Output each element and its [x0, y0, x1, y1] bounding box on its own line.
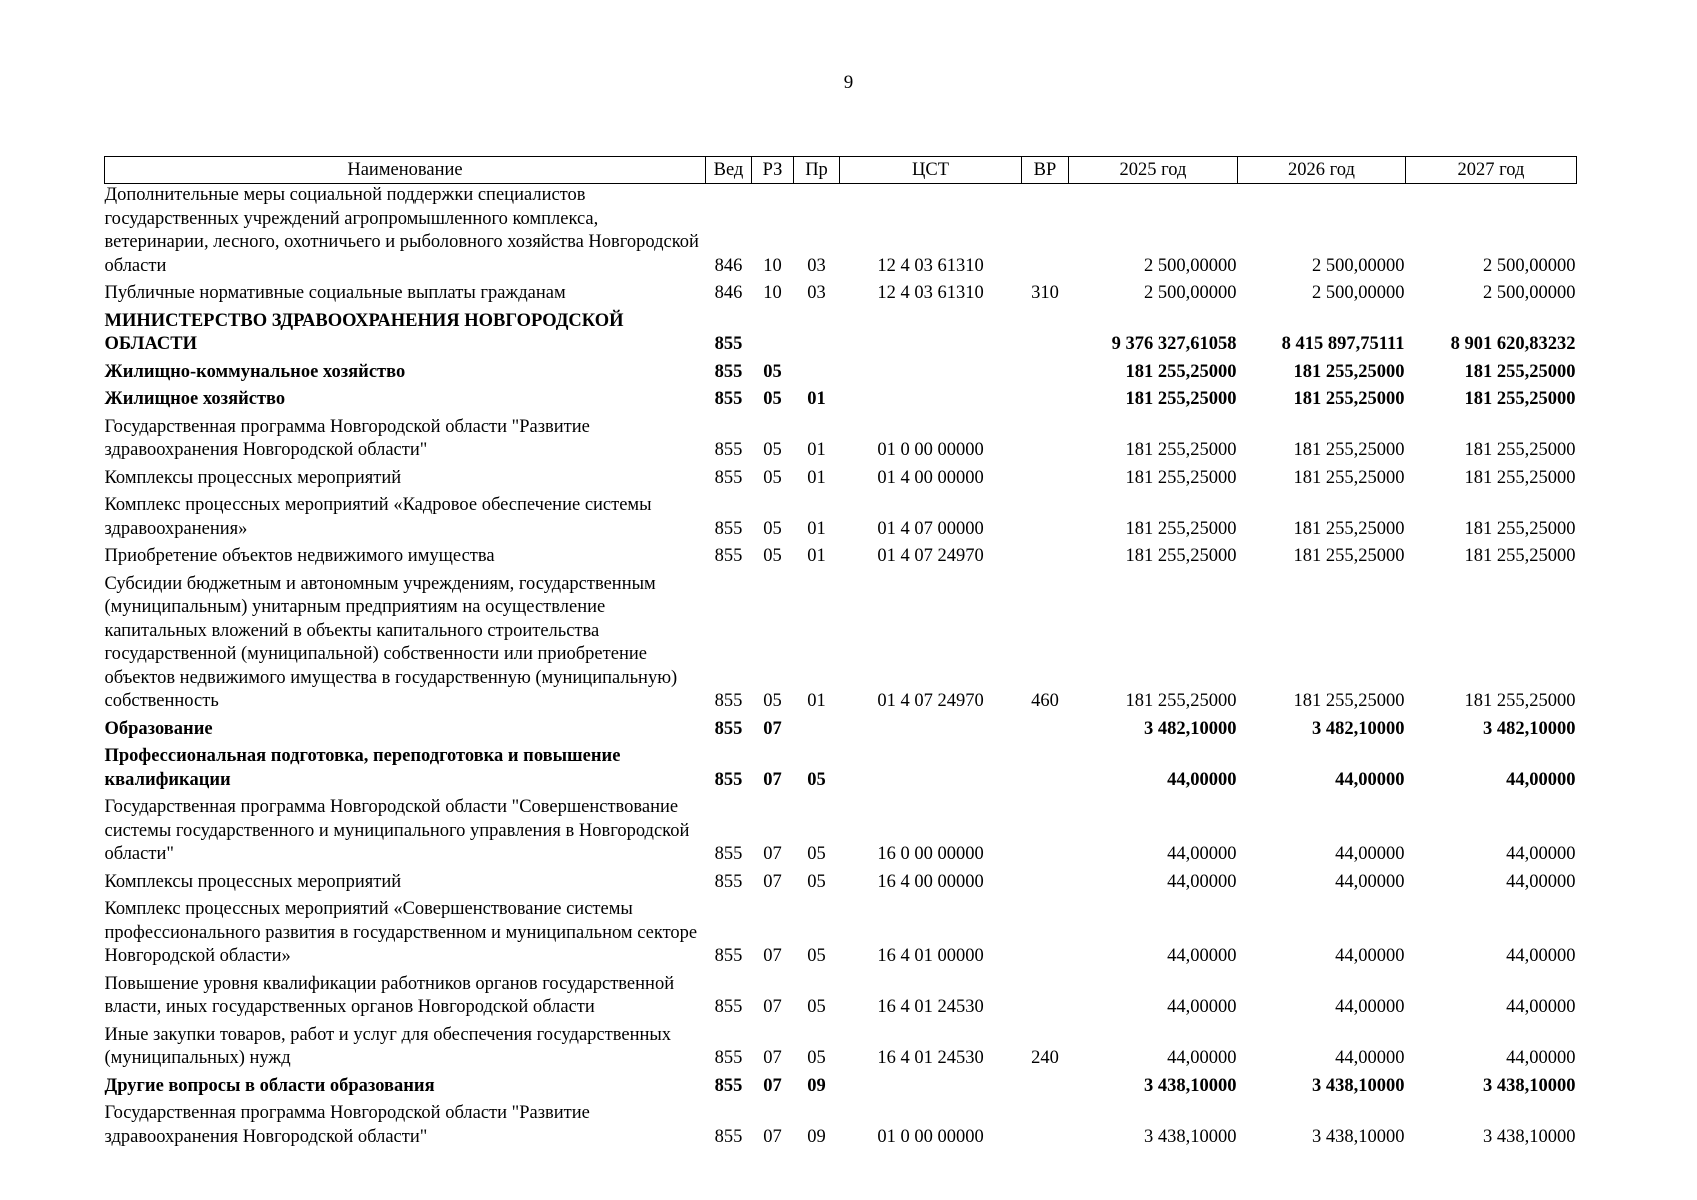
row-pr: 05 — [807, 871, 826, 892]
row-pr: 03 — [807, 255, 826, 276]
row-vr — [1022, 973, 1069, 1024]
row-pr: 09 — [807, 1075, 826, 1096]
row-cst: 16 0 00 00000 — [877, 844, 984, 864]
table-body — [105, 184, 1577, 1154]
row-2026: 181 255,25000 — [1293, 546, 1405, 566]
row-name: Субсидии бюджетным и автономным учреждениям, государственным (муниципальным) унитарным предприятиям на осуществление капитальных вложений в объекты капитального строительства государственной (муниципальной) собственности или приобретение объектов недвижимого имущества в государственную (муниципальную) собственность — [104, 573, 678, 711]
row-2026: 181 255,25000 — [1293, 518, 1405, 539]
row-rz: 10 — [763, 283, 782, 303]
row-name: Государственная программа Новгородской области "Развитие здравоохранения Новгородской области" — [104, 416, 590, 460]
header-ved: Вед — [706, 157, 752, 184]
table-row — [105, 416, 1577, 467]
row-ved: 855 — [714, 769, 743, 790]
row-cst: 16 4 01 00000 — [877, 946, 984, 966]
row-rz: 05 — [763, 546, 782, 566]
row-pr — [794, 718, 840, 746]
row-pr: 01 — [807, 546, 826, 566]
row-2025: 181 255,25000 — [1125, 389, 1237, 409]
row-rz: 05 — [763, 440, 782, 460]
row-vr: 240 — [1031, 1048, 1059, 1068]
table-row — [105, 282, 1577, 310]
row-2025: 181 255,25000 — [1125, 440, 1237, 460]
row-ved: 855 — [714, 997, 743, 1017]
table-row — [105, 467, 1577, 495]
row-2027: 2 500,00000 — [1483, 255, 1576, 276]
row-ved: 855 — [714, 467, 743, 488]
row-ved: 855 — [714, 1048, 743, 1068]
table-row — [105, 898, 1577, 973]
row-2026: 181 255,25000 — [1293, 389, 1405, 409]
row-2026: 181 255,25000 — [1293, 691, 1405, 711]
row-vr — [1022, 361, 1069, 389]
row-name: Профессиональная подготовка, переподготовка и повышение квалификации — [104, 746, 621, 790]
row-ved: 855 — [714, 361, 743, 382]
row-2025: 3 438,10000 — [1144, 1075, 1237, 1096]
row-2026: 181 255,25000 — [1293, 361, 1405, 382]
header-2025: 2025 год — [1069, 157, 1238, 184]
row-2027: 181 255,25000 — [1464, 691, 1576, 711]
row-2025: 2 500,00000 — [1144, 283, 1237, 303]
header-pr: Пр — [794, 157, 840, 184]
row-2027: 181 255,25000 — [1464, 467, 1576, 488]
row-rz: 07 — [763, 769, 782, 790]
row-2027: 3 482,10000 — [1483, 718, 1576, 739]
row-vr — [1022, 745, 1069, 796]
row-rz: 07 — [763, 871, 782, 892]
row-2027: 44,00000 — [1506, 1048, 1576, 1068]
row-name: Жилищное хозяйство — [104, 389, 286, 409]
table-row — [105, 1102, 1577, 1153]
row-cst — [840, 310, 1022, 361]
row-2027: 44,00000 — [1506, 946, 1576, 966]
row-2025: 9 376 327,61058 — [1111, 334, 1237, 354]
table-row — [105, 1024, 1577, 1075]
row-cst — [840, 718, 1022, 746]
row-ved: 855 — [714, 718, 743, 739]
row-2025: 181 255,25000 — [1125, 518, 1237, 539]
header-cst: ЦСТ — [840, 157, 1022, 184]
header-rz: РЗ — [752, 157, 794, 184]
row-name: Иные закупки товаров, работ и услуг для обеспечения государственных (муниципальных) нужд — [104, 1024, 672, 1068]
header-name: Наименование — [105, 157, 706, 184]
row-2026: 44,00000 — [1335, 946, 1405, 966]
row-ved: 855 — [714, 546, 743, 566]
row-rz: 07 — [763, 1075, 782, 1096]
row-cst: 12 4 03 61310 — [877, 255, 984, 276]
row-rz: 07 — [763, 844, 782, 864]
row-pr: 03 — [807, 283, 826, 303]
row-pr: 05 — [807, 997, 826, 1017]
row-2025: 44,00000 — [1167, 871, 1237, 892]
row-name: Комплексы процессных мероприятий — [104, 871, 402, 892]
table-row — [105, 494, 1577, 545]
table-row — [105, 361, 1577, 389]
table-row — [105, 871, 1577, 899]
row-pr: 01 — [807, 440, 826, 460]
row-rz: 07 — [763, 997, 782, 1017]
row-name: Комплекс процессных мероприятий «Кадровое обеспечение системы здравоохранения» — [104, 495, 652, 539]
row-ved: 855 — [714, 946, 743, 966]
row-2025: 2 500,00000 — [1144, 255, 1237, 276]
row-rz: 07 — [763, 718, 782, 739]
row-vr — [1022, 494, 1069, 545]
row-ved: 846 — [714, 283, 743, 303]
row-2027: 181 255,25000 — [1464, 440, 1576, 460]
row-ved: 855 — [714, 334, 743, 354]
row-rz: 05 — [763, 518, 782, 539]
row-rz: 07 — [763, 1126, 782, 1147]
row-2025: 181 255,25000 — [1125, 546, 1237, 566]
row-ved: 855 — [714, 691, 743, 711]
row-rz: 05 — [763, 361, 782, 382]
row-ved: 855 — [714, 518, 743, 539]
row-name: Комплекс процессных мероприятий «Совершенствование системы профессионального развития в государственном и муниципальном секторе Новгородской области» — [104, 899, 698, 966]
row-vr: 460 — [1031, 691, 1059, 711]
row-2027: 181 255,25000 — [1464, 518, 1576, 539]
row-2027: 181 255,25000 — [1464, 546, 1576, 566]
row-rz: 10 — [763, 255, 782, 276]
table-row — [105, 573, 1577, 718]
row-2026: 44,00000 — [1335, 871, 1405, 892]
row-vr — [1022, 310, 1069, 361]
row-cst: 01 0 00 00000 — [877, 1126, 984, 1147]
row-2025: 3 438,10000 — [1144, 1126, 1237, 1147]
row-cst: 16 4 01 24530 — [877, 1048, 984, 1068]
row-cst: 12 4 03 61310 — [877, 283, 984, 303]
row-name: Повышение уровня квалификации работников органов государственной власти, иных государственных органов Новгородской области — [104, 973, 675, 1017]
row-ved: 846 — [714, 255, 743, 276]
row-name: Государственная программа Новгородской области "Развитие здравоохранения Новгородской области" — [104, 1103, 590, 1147]
row-2026: 8 415 897,75111 — [1281, 334, 1405, 354]
row-2026: 3 482,10000 — [1312, 718, 1405, 739]
row-2027: 2 500,00000 — [1483, 283, 1576, 303]
row-pr: 05 — [807, 844, 826, 864]
header-2026: 2026 год — [1238, 157, 1406, 184]
row-cst: 16 4 00 00000 — [877, 871, 984, 892]
row-vr — [1022, 416, 1069, 467]
row-pr — [794, 310, 840, 361]
header-2027: 2027 год — [1406, 157, 1577, 184]
row-2026: 44,00000 — [1335, 1048, 1405, 1068]
table-header-row — [105, 157, 1577, 184]
row-ved: 855 — [714, 1075, 743, 1096]
row-pr: 01 — [807, 691, 826, 711]
row-pr — [794, 361, 840, 389]
row-vr — [1022, 545, 1069, 573]
table-row — [105, 745, 1577, 796]
row-2027: 8 901 620,83232 — [1450, 334, 1576, 354]
row-name: Другие вопросы в области образования — [104, 1075, 435, 1096]
table-row — [105, 796, 1577, 871]
row-2025: 44,00000 — [1167, 1048, 1237, 1068]
table-row — [105, 388, 1577, 416]
row-cst — [840, 1075, 1022, 1103]
row-vr — [1022, 718, 1069, 746]
row-2026: 44,00000 — [1335, 769, 1405, 790]
page-number: 9 — [843, 72, 854, 93]
row-2025: 44,00000 — [1167, 946, 1237, 966]
row-cst: 01 0 00 00000 — [877, 440, 984, 460]
row-2027: 181 255,25000 — [1464, 389, 1576, 409]
row-vr — [1022, 1102, 1069, 1153]
table-row — [105, 545, 1577, 573]
row-rz: 05 — [763, 389, 782, 409]
row-pr: 05 — [807, 769, 826, 790]
row-cst: 01 4 07 00000 — [877, 518, 984, 539]
row-2025: 181 255,25000 — [1125, 467, 1237, 488]
row-ved: 855 — [714, 871, 743, 892]
row-2026: 44,00000 — [1335, 997, 1405, 1017]
row-name: Приобретение объектов недвижимого имущества — [104, 546, 495, 566]
row-2027: 3 438,10000 — [1483, 1126, 1576, 1147]
row-rz — [752, 310, 794, 361]
row-2025: 44,00000 — [1167, 844, 1237, 864]
row-pr: 01 — [807, 467, 826, 488]
row-2026: 3 438,10000 — [1312, 1075, 1405, 1096]
row-ved: 855 — [714, 389, 743, 409]
row-2027: 181 255,25000 — [1464, 361, 1576, 382]
row-2025: 181 255,25000 — [1125, 361, 1237, 382]
row-name: Комплексы процессных мероприятий — [104, 467, 402, 488]
row-ved: 855 — [714, 440, 743, 460]
row-rz: 07 — [763, 1048, 782, 1068]
row-name: Жилищно-коммунальное хозяйство — [104, 361, 406, 382]
row-2026: 181 255,25000 — [1293, 467, 1405, 488]
row-rz: 05 — [763, 691, 782, 711]
row-vr — [1022, 898, 1069, 973]
row-pr: 05 — [807, 946, 826, 966]
row-2027: 44,00000 — [1506, 844, 1576, 864]
row-vr — [1022, 796, 1069, 871]
header-vr: ВР — [1022, 157, 1069, 184]
row-2025: 44,00000 — [1167, 769, 1237, 790]
row-vr: 310 — [1031, 283, 1059, 303]
table-row — [105, 184, 1577, 283]
row-pr: 05 — [807, 1048, 826, 1068]
row-2027: 44,00000 — [1506, 871, 1576, 892]
row-name: МИНИСТЕРСТВО ЗДРАВООХРАНЕНИЯ НОВГОРОДСКОЙ ОБЛАСТИ — [104, 310, 624, 354]
row-2026: 44,00000 — [1335, 844, 1405, 864]
row-name: Дополнительные меры социальной поддержки специалистов государственных учреждений агропромышленного комплекса, ветеринарии, лесного, охотничьего и рыболовного хозяйства Новгородской области — [104, 185, 699, 276]
row-cst: 16 4 01 24530 — [877, 997, 984, 1017]
row-vr — [1022, 388, 1069, 416]
table-row — [105, 310, 1577, 361]
row-pr: 01 — [807, 389, 826, 409]
row-2025: 44,00000 — [1167, 997, 1237, 1017]
table-row — [105, 973, 1577, 1024]
row-rz: 07 — [763, 946, 782, 966]
row-cst — [840, 388, 1022, 416]
row-pr: 01 — [807, 518, 826, 539]
row-ved: 855 — [714, 844, 743, 864]
row-vr — [1022, 467, 1069, 495]
row-rz: 05 — [763, 467, 782, 488]
row-2026: 2 500,00000 — [1312, 283, 1405, 303]
row-cst: 01 4 00 00000 — [877, 467, 984, 488]
row-pr: 09 — [807, 1126, 826, 1147]
row-vr — [1022, 871, 1069, 899]
row-vr — [1022, 184, 1069, 283]
row-cst — [840, 745, 1022, 796]
row-2027: 44,00000 — [1506, 997, 1576, 1017]
table-row — [105, 1075, 1577, 1103]
row-name: Образование — [104, 718, 213, 739]
row-ved: 855 — [714, 1126, 743, 1147]
row-2025: 3 482,10000 — [1144, 718, 1237, 739]
row-vr — [1022, 1075, 1069, 1103]
row-2027: 3 438,10000 — [1483, 1075, 1576, 1096]
budget-table — [104, 156, 1577, 1153]
row-name: Государственная программа Новгородской области "Совершенствование системы государственного и муниципального управления в Новгородской области" — [104, 797, 690, 864]
table-row — [105, 718, 1577, 746]
row-2025: 181 255,25000 — [1125, 691, 1237, 711]
row-name: Публичные нормативные социальные выплаты гражданам — [104, 283, 566, 303]
row-cst: 01 4 07 24970 — [877, 546, 984, 566]
row-cst: 01 4 07 24970 — [877, 691, 984, 711]
row-2027: 44,00000 — [1506, 769, 1576, 790]
row-2026: 181 255,25000 — [1293, 440, 1405, 460]
row-2026: 3 438,10000 — [1312, 1126, 1405, 1147]
row-cst — [840, 361, 1022, 389]
row-2026: 2 500,00000 — [1312, 255, 1405, 276]
